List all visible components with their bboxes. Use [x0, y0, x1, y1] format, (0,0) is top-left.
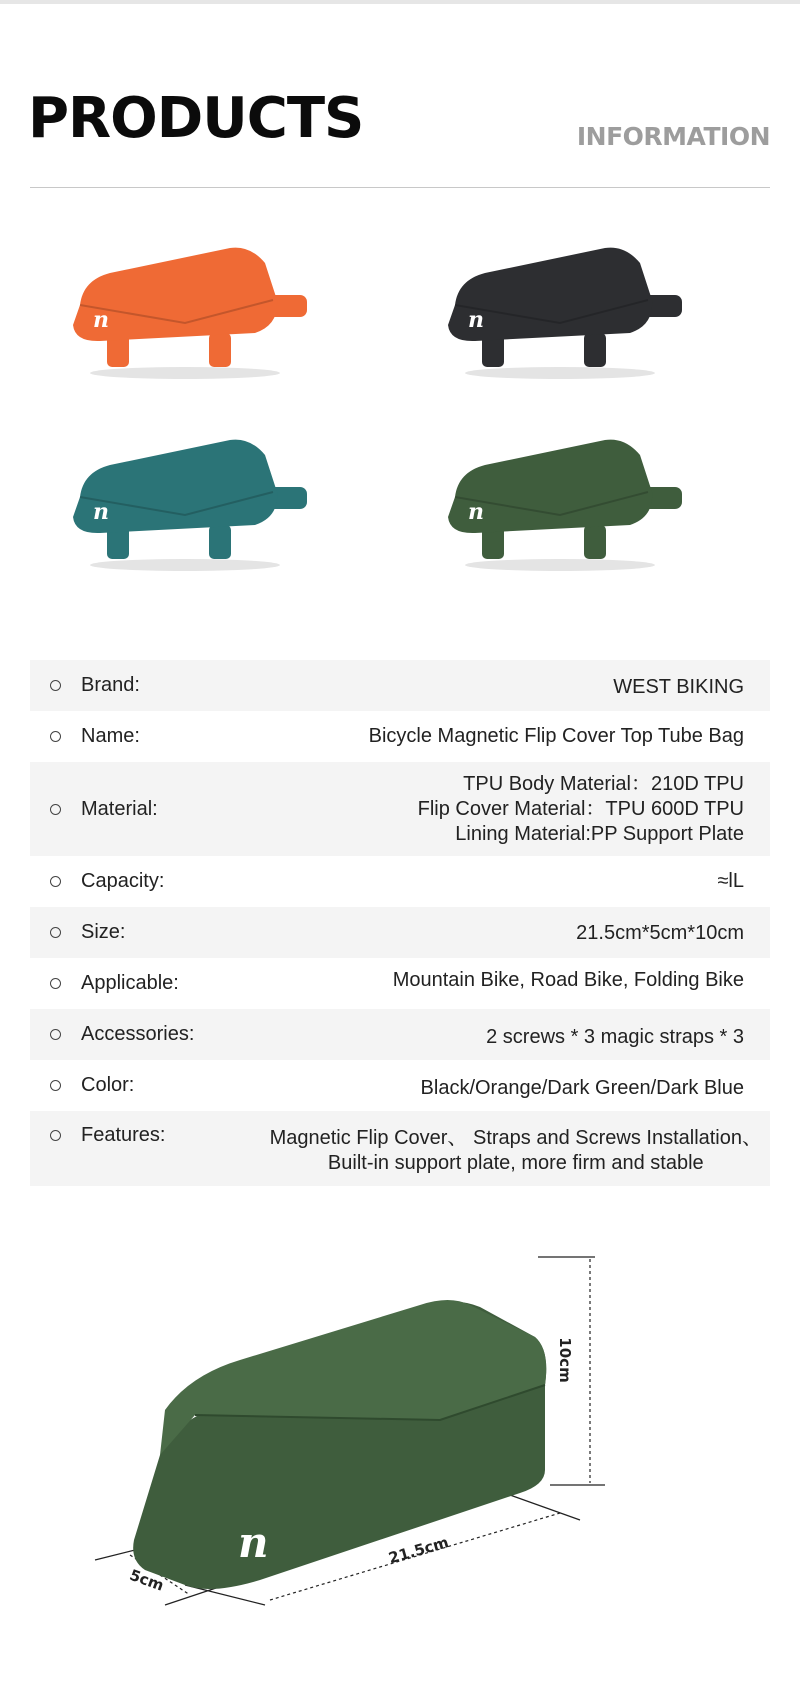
product-image-black: [430, 245, 710, 415]
dimension-diagram: [90, 1255, 630, 1665]
spec-value-line: Flip Cover Material：TPU 600D TPU: [417, 798, 744, 820]
spec-value: [421, 1076, 744, 1101]
bullet-icon: [50, 876, 61, 887]
spec-value-line: TPU Body Material：210D TPU: [463, 773, 744, 795]
top-strip: [0, 0, 800, 4]
brand-logo-mark: n: [93, 499, 109, 525]
spec-value: [717, 869, 744, 894]
spec-row-name: [30, 711, 770, 762]
spec-value-line: 21.5cm*5cm*10cm: [576, 922, 744, 944]
spec-label: Applicable:: [81, 972, 179, 994]
bag-shadow: [465, 367, 655, 379]
product-image-orange: [55, 245, 335, 415]
page-subtitle: INFORMATION: [576, 122, 770, 151]
product-image-dark-blue: [55, 437, 335, 607]
spec-label: Material:: [81, 797, 158, 820]
bag-shadow: [465, 559, 655, 571]
bag-strap: [209, 333, 231, 367]
spec-value-line: Lining Material:PP Support Plate: [455, 823, 744, 845]
product-image-dark-green: [430, 437, 710, 607]
bullet-icon: [50, 804, 61, 815]
height-label: 10cm: [556, 1337, 574, 1383]
spec-value: [270, 1126, 762, 1176]
header-divider: [30, 187, 770, 188]
spec-table: [30, 660, 770, 1186]
spec-value-line: 2 screws * 3 magic straps * 3: [486, 1026, 744, 1048]
bullet-icon: [50, 978, 61, 989]
bullet-icon: [50, 1080, 61, 1091]
spec-value: [418, 772, 744, 847]
brand-logo-mark: n: [468, 499, 484, 525]
spec-row-brand: [30, 660, 770, 711]
length-label: 21.5cm: [386, 1533, 451, 1568]
spec-value: [613, 675, 744, 700]
spec-row-size: [30, 907, 770, 958]
spec-value-line: Mountain Bike, Road Bike, Folding Bike: [392, 969, 744, 991]
spec-row-applicable: [30, 958, 770, 1009]
spec-value: [393, 968, 744, 993]
spec-label: Capacity:: [81, 870, 165, 892]
page-title: PRODUCTS: [28, 86, 364, 151]
spec-value: [576, 921, 744, 946]
bullet-icon: [50, 1130, 61, 1141]
bullet-icon: [50, 680, 61, 691]
spec-value-line: ≈lL: [717, 870, 744, 892]
spec-label: Accessories:: [81, 1023, 195, 1045]
spec-value-line: WEST BIKING: [613, 676, 744, 698]
bag-shadow: [90, 559, 280, 571]
bag-dimension-image: [133, 1300, 546, 1589]
spec-label: Features:: [81, 1124, 166, 1146]
brand-logo-mark: n: [238, 1518, 269, 1567]
bullet-icon: [50, 731, 61, 742]
spec-row-color: [30, 1060, 770, 1111]
spec-value-line: Magnetic Flip Cover、 Straps and Screws Installation、: [269, 1127, 762, 1149]
spec-value: [486, 1025, 744, 1050]
bullet-icon: [50, 1029, 61, 1040]
width-label: 5cm: [127, 1565, 167, 1595]
brand-logo-mark: n: [93, 307, 109, 333]
spec-row-capacity: [30, 856, 770, 907]
spec-value-line: Black/Orange/Dark Green/Dark Blue: [420, 1077, 744, 1099]
spec-value-line: Built-in support plate, more firm and stable: [327, 1152, 704, 1174]
spec-label: Brand:: [81, 674, 140, 696]
brand-logo-mark: n: [468, 307, 484, 333]
spec-label: Color:: [81, 1074, 135, 1096]
spec-label: Name:: [81, 725, 140, 747]
bag-strap: [584, 525, 606, 559]
spec-value-line: Bicycle Magnetic Flip Cover Top Tube Bag: [368, 725, 744, 747]
bag-strap: [209, 525, 231, 559]
spec-value: [369, 724, 744, 749]
spec-label: Size:: [81, 921, 126, 943]
spec-row-features: [30, 1111, 770, 1186]
bag-strap: [584, 333, 606, 367]
bullet-icon: [50, 927, 61, 938]
spec-row-material: [30, 762, 770, 856]
length-tick-right: [510, 1495, 580, 1520]
bag-shadow: [90, 367, 280, 379]
spec-row-accessories: [30, 1009, 770, 1060]
